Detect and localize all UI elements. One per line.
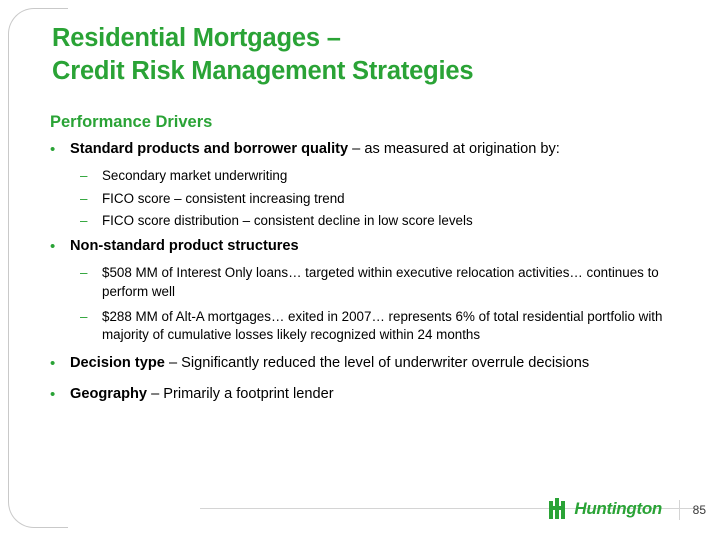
sub-bullet-fico-trend: [44, 190, 694, 208]
bullet-lead-text: Standard products and borrower quality: [70, 141, 349, 157]
section-subheading: Performance Drivers: [50, 113, 213, 131]
dash-icon: –: [80, 265, 88, 281]
sub-bullet-text: FICO score distribution – consistent decline in low score levels: [102, 212, 473, 228]
content-body: [44, 140, 694, 406]
bullet-rest-text: – as measured at origination by:: [348, 141, 560, 157]
bullet-rest-text: – Significantly reduced the level of underwriter overrule decisions: [164, 355, 590, 372]
title-line-2: Credit Risk Management Strategies: [52, 56, 474, 85]
bullet-rest-text: – Primarily a footprint lender: [147, 385, 334, 402]
sub-bullet-secondary-market: [44, 167, 694, 185]
bullet-lead-text: Geography: [70, 385, 148, 402]
dash-icon: –: [80, 168, 88, 184]
bullet-item-standard-products: [44, 140, 694, 159]
page-number: 85: [692, 503, 706, 517]
sub-bullet-text: FICO score – consistent increasing trend: [102, 190, 345, 206]
sub-bullet-alt-a-mortgages: [44, 308, 694, 344]
sub-bullet-text: $288 MM of Alt-A mortgages… exited in 2007… represents 6% of total residential portfolio with majority of cumulative losses likely recognized within 24 months: [102, 308, 663, 343]
bullet-item-geography: [44, 385, 694, 404]
huntington-logo: [549, 498, 662, 519]
sub-bullet-text: Secondary market underwriting: [102, 168, 288, 184]
huntington-mark-icon: [549, 498, 569, 519]
logo-text: Huntington: [574, 498, 662, 518]
bullet-icon: •: [50, 141, 56, 158]
bullet-item-decision-type: [44, 354, 694, 373]
title-line-1: Residential Mortgages –: [52, 24, 341, 52]
sub-bullet-fico-distribution: [44, 212, 694, 230]
bullet-lead-text: Decision type: [70, 355, 165, 372]
bullet-icon: •: [50, 238, 56, 256]
bullet-icon: •: [50, 355, 56, 373]
page-number-divider: [679, 500, 680, 520]
bullet-item-non-standard-products: [44, 237, 694, 256]
sub-bullet-text: $508 MM of Interest Only loans… targeted within executive relocation activities… continues to perform well: [102, 265, 659, 299]
dash-icon: –: [80, 212, 88, 228]
dash-icon: –: [80, 308, 88, 324]
page-title: [52, 22, 692, 87]
bullet-lead-text: Non-standard product structures: [70, 238, 299, 255]
bullet-icon: •: [50, 385, 56, 403]
sub-bullet-interest-only-loans: [44, 264, 694, 300]
dash-icon: –: [80, 190, 88, 206]
